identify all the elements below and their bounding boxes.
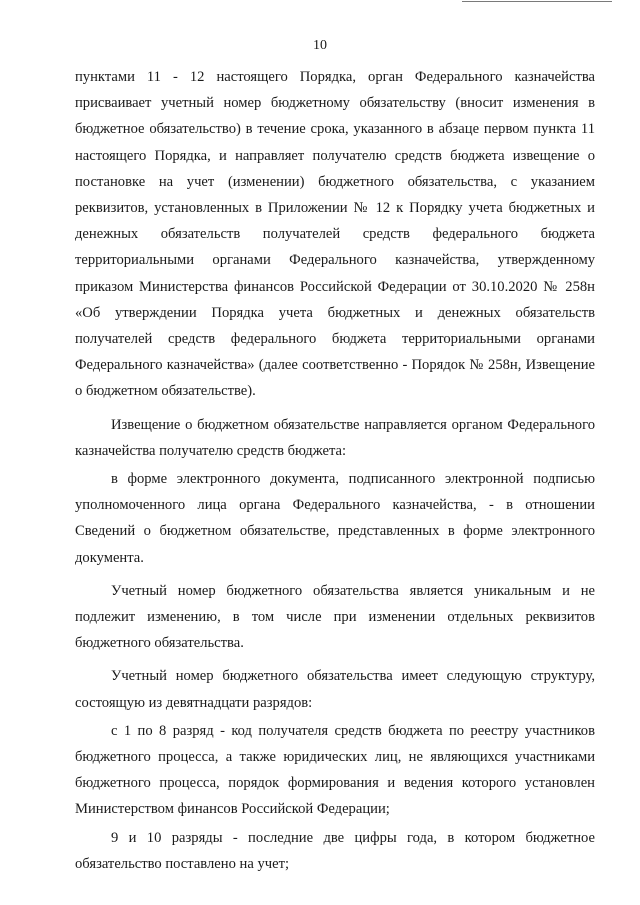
paragraph-electronic-form: в форме электронного документа, подписанного электронной подписью уполномоченного лица органа Федерального казначейства, - в отношении Сведений о бюджетном обязательстве, представленных в форме электронного документа. bbox=[75, 471, 595, 566]
document-body bbox=[75, 64, 595, 877]
paragraph-notice-sent: Извещение о бюджетном обязательстве направляется органом Федерального казначейства получателю средств бюджета: bbox=[75, 416, 595, 459]
page-number: 10 bbox=[313, 38, 327, 53]
paragraph-digits-9-10: 9 и 10 разряды - последние две цифры года, в котором бюджетное обязательство поставлено на учет; bbox=[75, 829, 595, 872]
paragraph-digits-1-8: с 1 по 8 разряд - код получателя средств бюджета по реестру участников бюджетного процесса, а также юридических лиц, не являющихся участниками бюджетного процесса, порядок формирования и ведения которого установлен Министерством финансов Российской Федерации; bbox=[75, 722, 595, 818]
paragraph-registration-notice: пунктами 11 - 12 настоящего Порядка, орган Федерального казначейства присваивает учетный номер бюджетному обязательству (вносит изменения в бюджетное обязательство) в течение срока, указанного в абзаце первом пункта 11 настоящего Порядка, и направляет получателю средств бюджета извещение о постановке на учет (изменении) бюджетного обязательства, с указанием реквизитов, установленных в Приложении № 12 к Порядку учета бюджетных и денежных обязательств получателей средств федерального бюджета территориальными органами Федерального казначейства, утвержденному приказом Министерства финансов Российской Федерации от 30.10.2020 № 258н «Об утверждении Порядка учета бюджетных и денежных обязательств получателей средств федерального бюджета территориальными органами Федерального казначейства» (далее соответственно - Порядок № 258н, Извещение о бюджетном обязательстве). bbox=[75, 69, 595, 400]
paragraph-unique-number: Учетный номер бюджетного обязательства является уникальным и не подлежит изменению, в том числе при изменении отдельных реквизитов бюджетного обязательства. bbox=[75, 582, 595, 652]
paragraph-number-structure: Учетный номер бюджетного обязательства имеет следующую структуру, состоящую из девятнадцати разрядов: bbox=[75, 668, 595, 711]
header-rule bbox=[462, 1, 612, 2]
